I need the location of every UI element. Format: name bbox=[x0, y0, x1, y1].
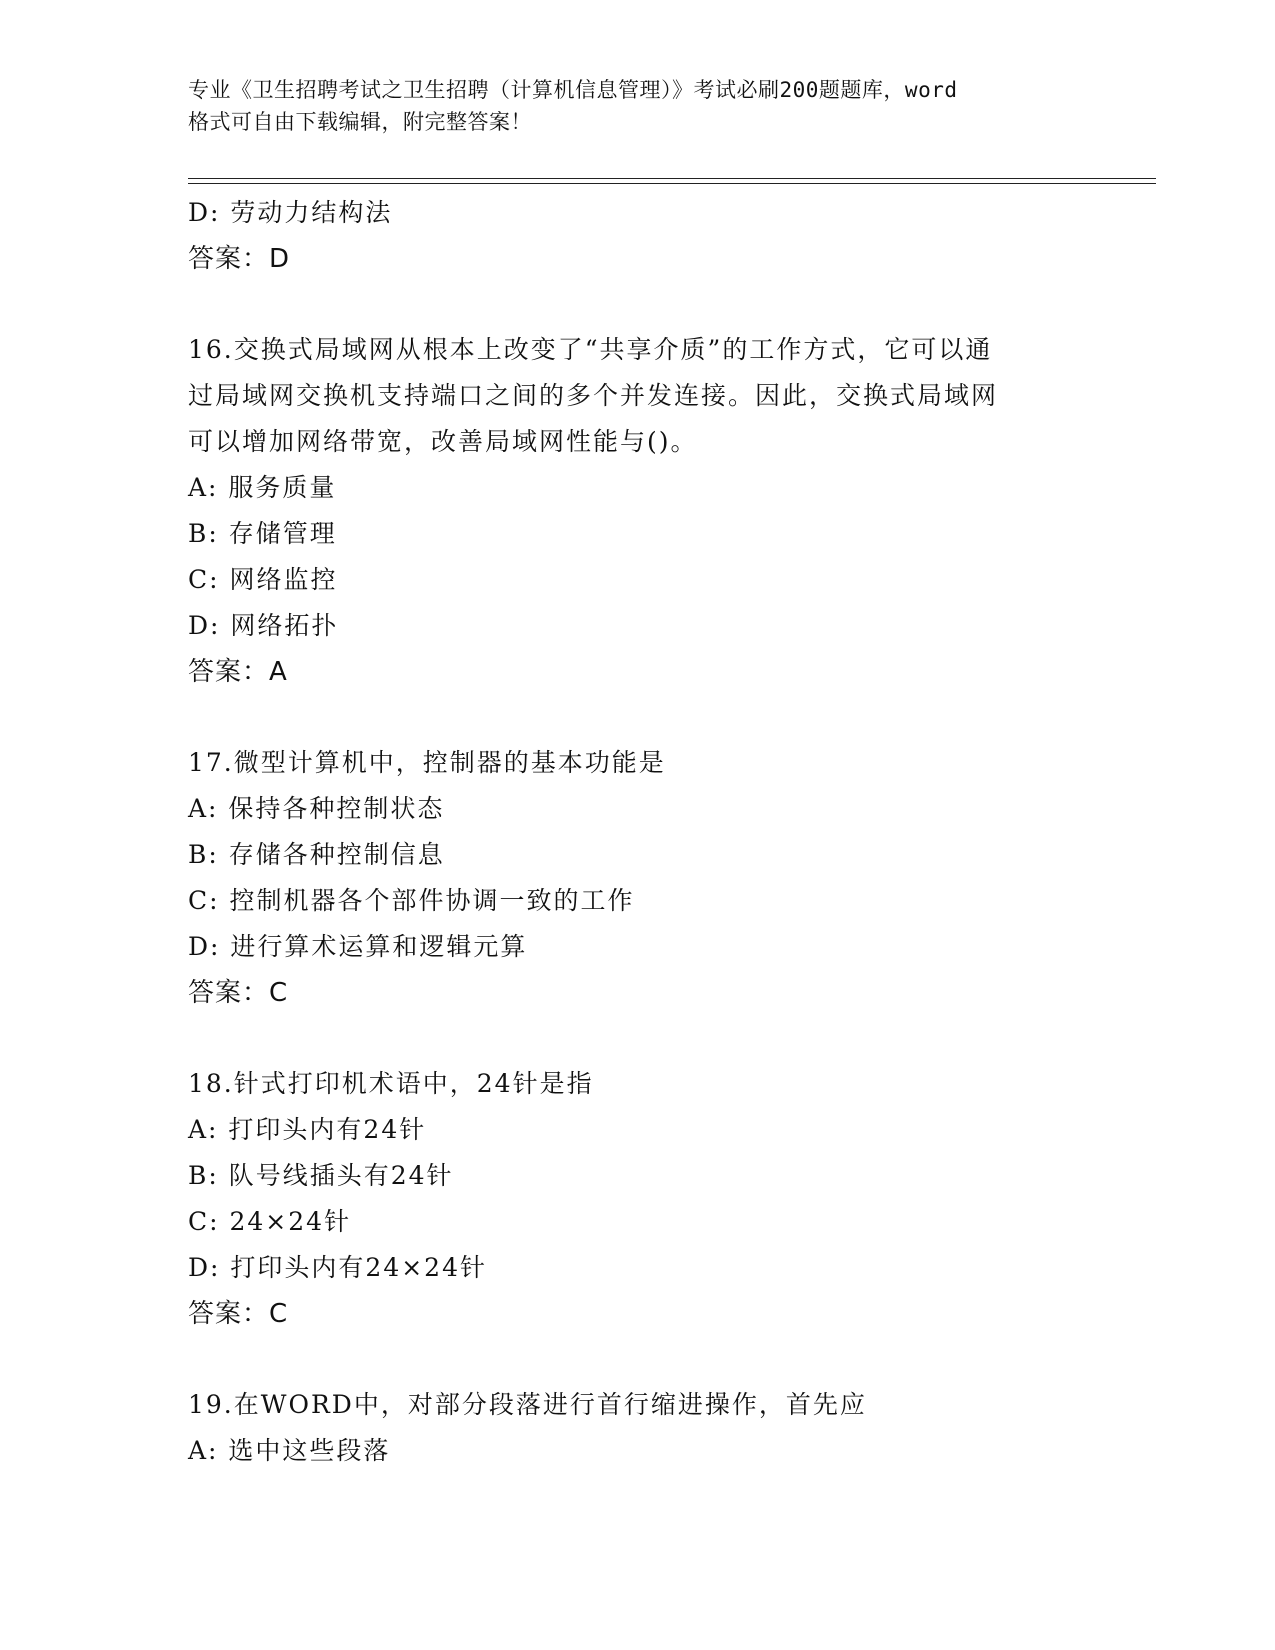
option-a: A: 保持各种控制状态 bbox=[188, 794, 445, 823]
option-a: A: 选中这些段落 bbox=[188, 1436, 391, 1465]
question-stem-line: 过局域网交换机支持端口之间的多个并发连接。因此，交换式局域网 bbox=[188, 381, 999, 410]
question-19 bbox=[188, 1382, 1088, 1474]
previous-question-tail bbox=[188, 190, 1088, 282]
spacer bbox=[188, 1337, 1088, 1382]
spacer bbox=[188, 1016, 1088, 1061]
header-line-2: 格式可自由下载编辑，附完整答案！ bbox=[188, 110, 532, 134]
question-18 bbox=[188, 1061, 1088, 1337]
question-stem-line: 16.交换式局域网从根本上改变了“共享介质”的工作方式，它可以通 bbox=[188, 335, 993, 364]
option-d: D: 打印头内有24×24针 bbox=[188, 1253, 487, 1282]
question-stem: 17.微型计算机中，控制器的基本功能是 bbox=[188, 748, 666, 777]
question-stem-line: 可以增加网络带宽，改善局域网性能与()。 bbox=[188, 427, 698, 456]
option-a: A: 打印头内有24针 bbox=[188, 1115, 427, 1144]
option-b: B: 队号线插头有24针 bbox=[188, 1161, 454, 1190]
document-body bbox=[188, 190, 1088, 1474]
answer: 答案：C bbox=[188, 978, 289, 1008]
option-b: B: 存储各种控制信息 bbox=[188, 840, 445, 869]
spacer bbox=[188, 695, 1088, 740]
option-c: C: 网络监控 bbox=[188, 565, 338, 594]
option-d: D: 网络拓扑 bbox=[188, 611, 339, 640]
option-a: A: 服务质量 bbox=[188, 473, 337, 502]
question-stem: 18.针式打印机术语中，24针是指 bbox=[188, 1069, 594, 1098]
document-header bbox=[188, 74, 1088, 138]
option-d: D: 进行算术运算和逻辑元算 bbox=[188, 932, 528, 961]
header-divider-top bbox=[188, 178, 1156, 179]
option-c: C: 控制机器各个部件协调一致的工作 bbox=[188, 886, 635, 915]
answer: 答案：A bbox=[188, 657, 288, 687]
answer: 答案：D bbox=[188, 244, 291, 274]
option-d: D: 劳动力结构法 bbox=[188, 198, 393, 227]
answer: 答案：C bbox=[188, 1299, 289, 1329]
option-b: B: 存储管理 bbox=[188, 519, 337, 548]
spacer bbox=[188, 282, 1088, 327]
question-stem: 19.在WORD中，对部分段落进行首行缩进操作，首先应 bbox=[188, 1390, 867, 1419]
question-16 bbox=[188, 327, 1088, 695]
option-c: C: 24×24针 bbox=[188, 1207, 352, 1236]
question-17 bbox=[188, 740, 1088, 1016]
header-line-1: 专业《卫生招聘考试之卫生招聘（计算机信息管理）》考试必刷200题题库，word bbox=[188, 78, 958, 102]
header-divider-bottom bbox=[188, 183, 1156, 184]
